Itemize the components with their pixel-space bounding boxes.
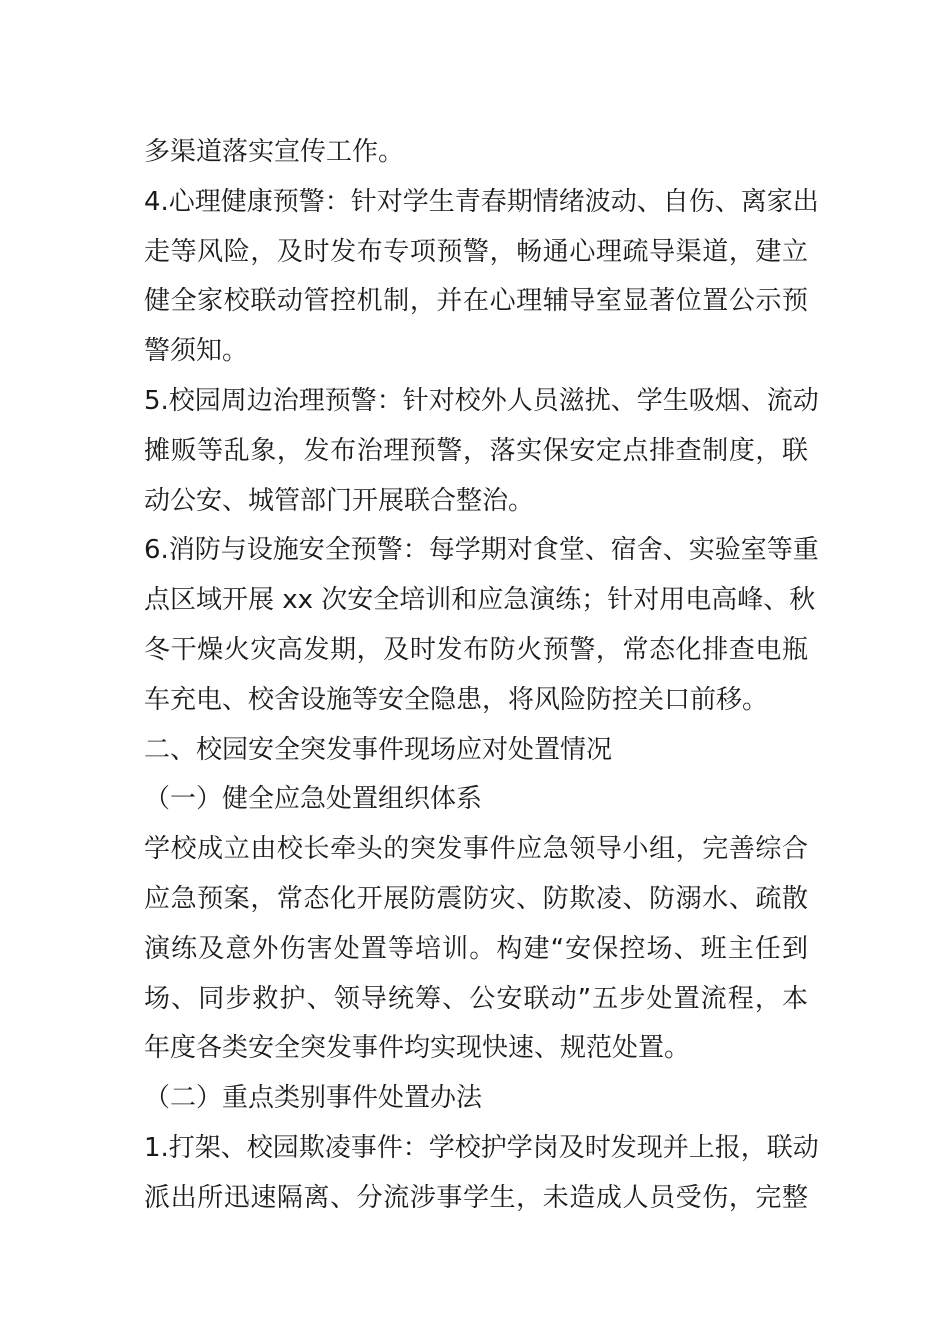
text-line: 学校成立由校长牵头的突发事件应急领导小组，完善综合 [144, 834, 808, 865]
text-line: 点区域开展 xx 次安全培训和应急演练；针对用电高峰、秋 [144, 585, 816, 616]
text-line: 多渠道落实宣传工作。 [144, 137, 405, 167]
text-line: 走等风险，及时发布专项预警，畅通心理疏导渠道，建立 [144, 236, 808, 267]
text-line: 动公安、城管部门开展联合整治。 [144, 485, 535, 516]
text-line: 派出所迅速隔离、分流涉事学生，未造成人员受伤，完整 [144, 1182, 808, 1213]
section-heading: 二、校园安全突发事件现场应对处置情况 [144, 734, 613, 765]
subsection-heading: （一）健全应急处置组织体系 [144, 784, 483, 815]
text-line: 健全家校联动管控机制，并在心理辅导室显著位置公示预 [144, 286, 808, 317]
text-line: 车充电、校舍设施等安全隐患，将风险防控关口前移。 [144, 684, 769, 715]
text-line: 4.心理健康预警：针对学生青春期情绪波动、自伤、离家出 [144, 186, 819, 217]
text-line: 应急预案，常态化开展防震防灾、防欺凌、防溺水、疏散 [144, 883, 808, 914]
text-line: 演练及意外伤害处置等培训。构建“安保控场、班主任到 [144, 933, 808, 964]
text-line: 年度各类安全突发事件均实现快速、规范处置。 [144, 1033, 691, 1064]
text-line: 冬干燥火灾高发期，及时发布防火预警，常态化排查电瓶 [144, 634, 808, 665]
text-line: 6.消防与设施安全预警：每学期对食堂、宿舍、实验室等重 [144, 535, 819, 566]
text-line: 1.打架、校园欺凌事件：学校护学岗及时发现并上报，联动 [144, 1132, 819, 1163]
document-body [144, 128, 819, 1224]
subsection-heading: （二）重点类别事件处置办法 [144, 1083, 483, 1114]
text-line: 摊贩等乱象，发布治理预警，落实保安定点排查制度，联 [144, 435, 808, 466]
text-line: 场、同步救护、领导统筹、公安联动”五步处置流程，本 [144, 983, 808, 1014]
text-line: 警须知。 [144, 336, 249, 367]
text-line: 5.校园周边治理预警：针对校外人员滋扰、学生吸烟、流动 [144, 385, 819, 416]
